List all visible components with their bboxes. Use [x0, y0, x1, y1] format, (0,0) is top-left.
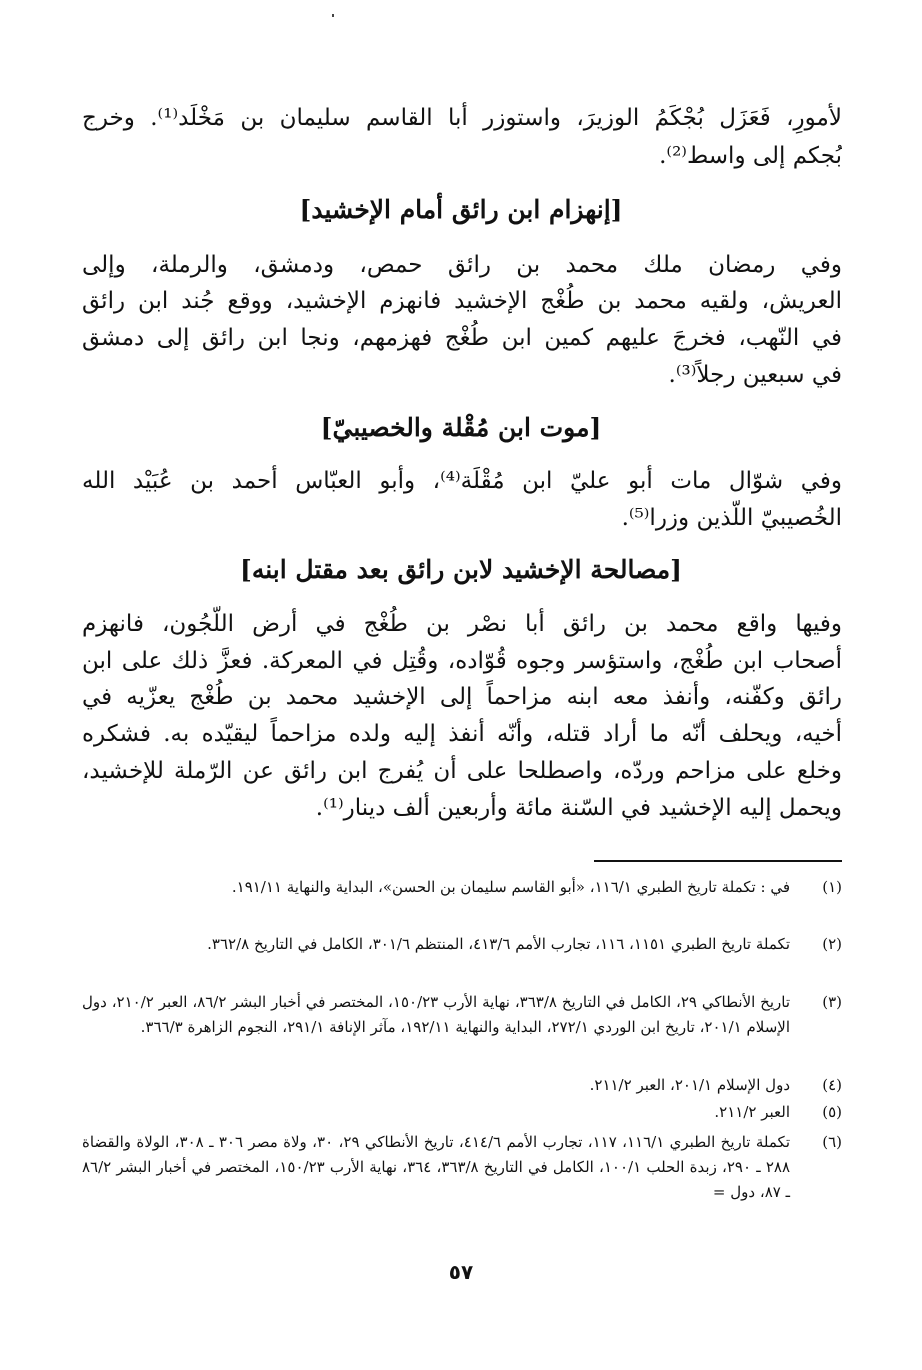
footnote	[82, 1073, 842, 1098]
body-line: العريش، ولقيه محمد بن طُغْج الإخشيد فانهزم الإخشيد، ووقع جُند ابن رائق	[82, 288, 842, 314]
footnote-number: (٥)	[822, 1103, 842, 1121]
body-line: في النّهب، فخرجَ عليهم كمين ابن طُغْج فهزمهم، ونجا ابن رائق إلى دمشق	[82, 325, 842, 351]
footnote	[82, 990, 842, 1040]
footnote-text: دول الإسلام ٢٠١/١، العبر ٢١١/٢.	[589, 1076, 790, 1094]
body-line: أصحاب ابن طُغْج، واستؤسر وجوه قُوّاده، وقُتِل في المعركة. فعزَّ ذلك على ابن	[82, 648, 842, 674]
section-heading: [مصالحة الإخشيد لابن رائق بعد مقتل ابنه]	[240, 555, 682, 584]
body-line: الخُصيبيّ اللّذين وزرا⁽⁵⁾.	[621, 505, 842, 531]
section-heading: [موت ابن مُقْلة والخصيبيّ]	[320, 413, 602, 442]
body-line: وفي شوّال مات أبو عليّ ابن مُقْلَة⁽⁴⁾، وأبو العبّاس أحمد بن عُبَيْد الله	[82, 468, 842, 494]
body-line: لأمورِ، فَعَزَل بُجْكَمُ الوزيرَ، واستوزر أبا القاسم سليمان بن مَخْلَد⁽¹⁾. وخرج	[82, 105, 842, 131]
footnote	[82, 1130, 842, 1205]
footnote	[82, 875, 842, 900]
footnote-number: (٤)	[822, 1076, 842, 1094]
scan-speck	[332, 14, 334, 17]
body-line: بُجكم إلى واسط⁽²⁾.	[659, 143, 842, 169]
page-number: ٥٧	[448, 1260, 474, 1284]
footnote-number: (١)	[822, 878, 842, 896]
footnote-text: تكملة تاريخ الطبري ١١٦/١، ١١٧، تجارب الأمم ٤١٤/٦، تاريخ الأنطاكي ٢٩، ٣٠، ولاة مصر ٣٠٦ ـ ٣٠٨، الولاة والقضاة ٢٨٨ ـ ٢٩٠، زبدة الحلب ١٠٠/١، الكامل في التاريخ ٣٦٣/٨، ٣٦٤، نهاية الأرب ١٥٠/٢٣، المختصر في أخبار البشر ٨٦/٢ ـ ٨٧، دول =	[82, 1133, 791, 1201]
footnote	[82, 1100, 842, 1125]
body-line: وفيها واقع محمد بن رائق أبا نصْر بن طُغْج في أرض اللَّجُون، فانهزم	[82, 611, 842, 637]
footnote-text: تاريخ الأنطاكي ٢٩، الكامل في التاريخ ٣٦٣/٨، نهاية الأرب ١٥٠/٢٣، المختصر في أخبار البشر ٨٦/٢، العبر ٢١٠/٢، دول الإسلام ٢٠١/١، تاريخ ابن الوردي ٢٧٢/١، البداية والنهاية ١٩٢/١١، مآثر الإنافة ٢٩١/١، النجوم الزاهرة ٣٦٦/٣.	[82, 993, 791, 1036]
body-line: في سبعين رجلاً⁽³⁾.	[668, 362, 842, 388]
body-line: وخلع على مزاحم وردّه، واصطلحا على أن يُفرج ابن رائق عن الرّملة للإخشيد،	[82, 758, 842, 784]
footnote-number: (٢)	[822, 935, 842, 953]
footnote-separator	[594, 860, 842, 862]
body-line: أخيه، ويحلف أنّه ما أراد قتله، وأنّه أنفذ إليه ولده مزاحماً ليقيّده به. فشكره	[82, 721, 842, 747]
footnote-number: (٦)	[822, 1133, 842, 1151]
footnote-number: (٣)	[822, 993, 842, 1011]
footnote-text: العبر ٢١١/٢.	[714, 1103, 790, 1121]
section-heading: [إنهزام ابن رائق أمام الإخشيد]	[299, 195, 623, 224]
footnote-text: تكملة تاريخ الطبري ١١٥١، ١١٦، تجارب الأمم ٤١٣/٦، المنتظم ٣٠١/٦، الكامل في التاريخ ٣٦٢/٨.	[207, 935, 790, 953]
footnote-text: في : تكملة تاريخ الطبري ١١٦/١، «أبو القاسم سليمان بن الحسن»، البداية والنهاية ١٩١/١١.	[231, 878, 790, 896]
body-line: ويحمل إليه الإخشيد في السّنة مائة وأربعين ألف دينار⁽¹⁾.	[315, 795, 842, 821]
footnote	[82, 932, 842, 957]
body-line: رائق وكفّنه، وأنفذ معه ابنه مزاحماً إلى الإخشيد محمد بن طُغْج يعزّيه في	[82, 684, 842, 710]
body-line: وفي رمضان ملك محمد بن رائق حمص، ودمشق، والرملة، وإلى	[82, 252, 842, 278]
